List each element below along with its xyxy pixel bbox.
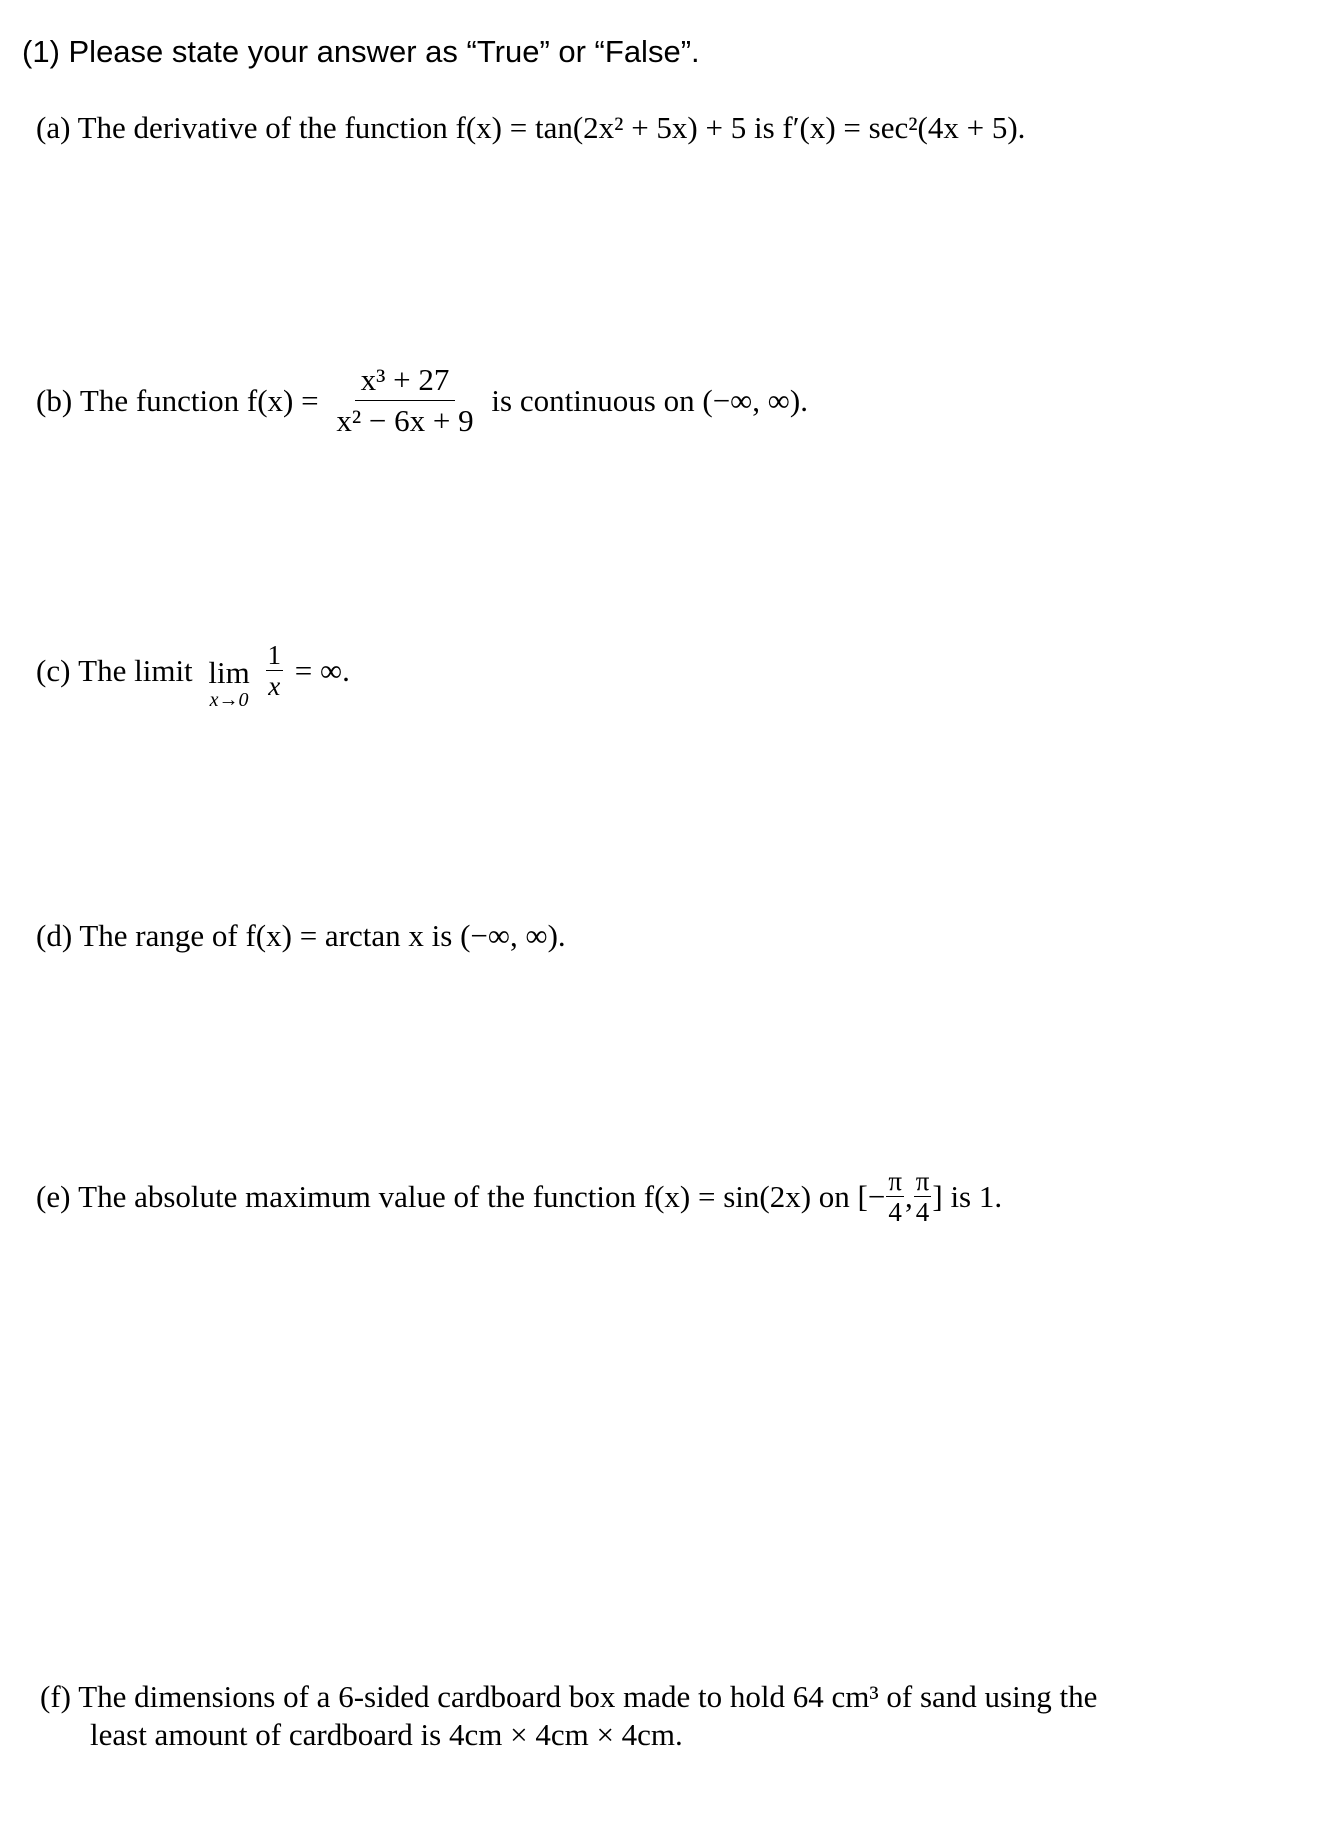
question-e-frac2-den: 4 [915,1197,930,1227]
instructions-heading: (1) Please state your answer as “True” or “False”. [22,34,700,69]
question-c-fraction [266,640,284,701]
question-a-label: (a) [36,110,71,145]
question-d-label: (d) [36,918,73,953]
question-d [36,916,566,956]
question-a [36,108,1025,148]
question-b-post: is continuous on (−∞, ∞). [491,382,808,418]
question-e [36,1166,1002,1227]
question-b-fraction [330,362,479,439]
question-e-frac1-num: π [888,1166,902,1196]
question-a-text: The derivative of the function f(x) = tan(2x² + 5x) + 5 is f′(x) = sec²(4x + 5). [77,110,1026,145]
question-e-fraction-2 [914,1166,932,1227]
question-b [36,362,808,439]
question-e-frac1-den: 4 [888,1197,902,1227]
question-e-label: (e) [36,1178,71,1214]
question-e-post: ] is 1. [932,1178,1003,1214]
question-c-label: (c) [36,652,71,688]
question-e-frac2-num: π [915,1166,930,1196]
question-c-limit [208,656,249,710]
question-c-post: = ∞. [294,652,350,688]
question-c-numerator: 1 [267,640,282,670]
question-f-line2: least amount of cardboard is 4cm × 4cm × 4cm. [90,1717,683,1752]
question-b-label: (b) [36,382,73,418]
question-f-label: (f) [40,1679,71,1714]
question-c-lim-sub: x→0 [209,688,249,711]
question-f [40,1678,1290,1754]
question-c-lim-word: lim [208,654,250,690]
question-e-fraction-1 [886,1166,904,1227]
question-b-denominator: x² − 6x + 9 [336,403,474,438]
question-c-pre: The limit [78,652,193,688]
question-e-comma: , [904,1178,913,1214]
question-b-numerator: x³ + 27 [355,362,456,401]
question-e-pre: The absolute maximum value of the function f(x) = sin(2x) on [− [78,1178,886,1214]
question-d-text: The range of f(x) = arctan x is (−∞, ∞). [79,918,566,953]
question-f-line1: The dimensions of a 6-sided cardboard box made to hold 64 cm³ of sand using the [78,1679,1098,1714]
question-c [36,640,350,711]
question-b-pre: The function f(x) = [79,382,319,418]
question-c-denominator: x [268,671,281,701]
